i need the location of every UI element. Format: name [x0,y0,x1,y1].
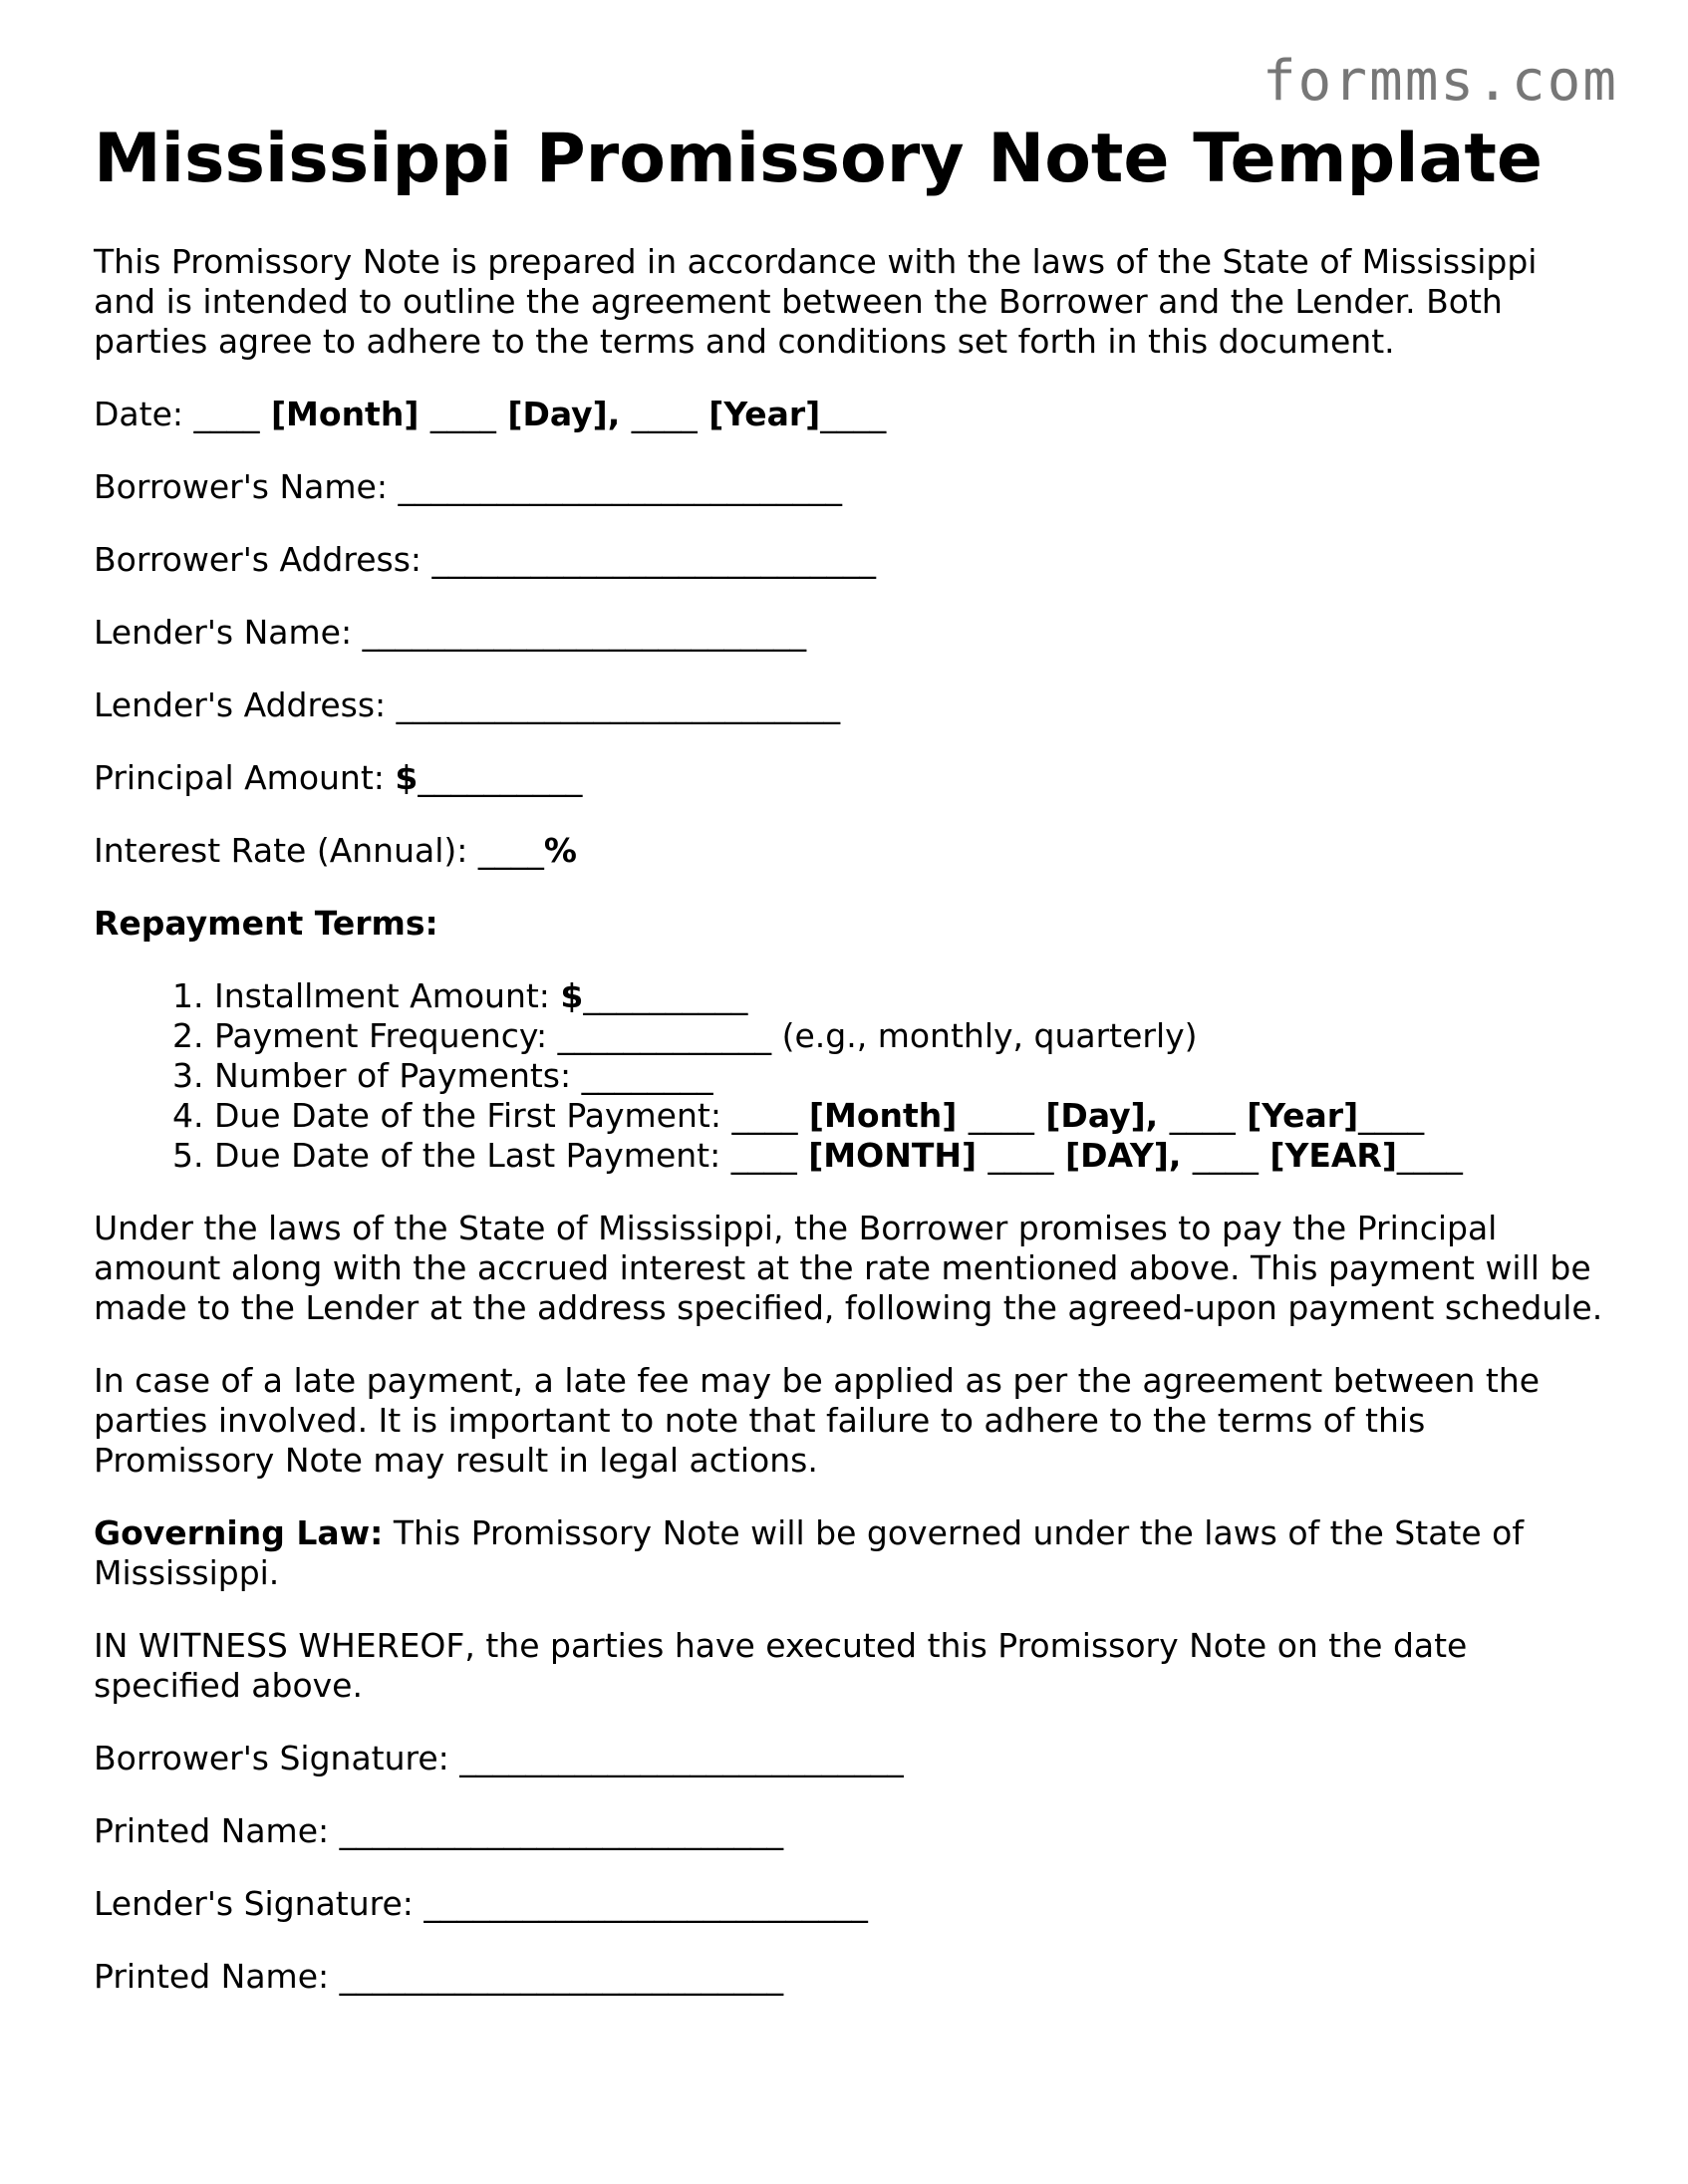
lender-printed-name-blank[interactable]: ___________________________ [339,1957,784,1996]
principal-amount-blank[interactable]: __________ [418,758,583,797]
last-due-month-placeholder: [MONTH] [796,1136,988,1175]
lender-address-blank[interactable]: ___________________________ [396,685,841,724]
first-due-trailing-blank[interactable]: ____ [1358,1096,1425,1135]
borrower-signature-blank[interactable]: ___________________________ [459,1739,904,1777]
date-year-placeholder: [Year] [697,395,821,433]
borrower-printed-name-label: Printed Name: [94,1811,340,1850]
lender-name-label: Lender's Name: [94,613,363,652]
date-field [94,395,1608,434]
late-payment-paragraph: In case of a late payment, a late fee may be applied as per the agreement between the parties involved. It is important to note that failure to adhere to the terms of this Promissory Note may result in legal actions. [94,1361,1541,1480]
installment-dollar-sign: $ [560,976,584,1015]
last-due-trailing-blank[interactable]: ____ [1396,1136,1463,1175]
lender-name-blank[interactable]: ___________________________ [362,613,807,652]
payment-frequency-blank[interactable]: _____________ [557,1016,772,1055]
lender-printed-name-field [94,1957,1608,1997]
last-due-day-placeholder: [DAY], [1053,1136,1193,1175]
lender-address-field [94,685,1608,725]
borrower-printed-name-field [94,1811,1608,1851]
borrower-address-blank[interactable]: ___________________________ [431,540,876,579]
date-label: Date: [94,395,194,433]
first-due-month-placeholder: [Month] [797,1096,969,1135]
last-payment-due-item [172,1136,1608,1176]
borrower-printed-name-blank[interactable]: ___________________________ [339,1811,784,1850]
date-day-placeholder: [Day], [495,395,632,433]
date-year-blank[interactable]: ____ [631,395,698,433]
payment-frequency-item [172,1016,1608,1056]
borrower-address-field [94,540,1608,580]
lender-name-field [94,613,1608,653]
borrower-name-label: Borrower's Name: [94,467,399,506]
payment-frequency-note: (e.g., monthly, quarterly) [771,1016,1198,1055]
payment-frequency-label: Payment Frequency: [213,1016,558,1055]
page-title: Mississippi Promissory Note Template [94,120,1544,198]
payment-paragraph: Under the laws of the State of Mississippi, the Borrower promises to pay the Principal amount along with the accrued interest at the rate mentioned above. This payment will be made to the Lender at the address specified, following the agreed-upon payment schedule. [94,1209,1603,1327]
number-of-payments-label: Number of Payments: [213,1056,582,1095]
list-number: 5. [172,1136,214,1175]
witness-paragraph: IN WITNESS WHEREOF, the parties have executed this Promissory Note on the date specified above. [94,1626,1468,1705]
first-payment-due-item [172,1096,1608,1136]
lender-signature-blank[interactable]: ___________________________ [423,1884,868,1923]
first-due-day-placeholder: [Day], [1033,1096,1170,1135]
watermark: formms.com [1262,49,1618,114]
lender-signature-label: Lender's Signature: [94,1884,424,1923]
list-number: 4. [172,1096,214,1135]
first-due-month-blank[interactable]: ____ [731,1096,798,1135]
list-number: 2. [172,1016,214,1055]
interest-rate-label: Interest Rate (Annual): [94,831,478,870]
last-due-year-placeholder: [YEAR] [1258,1136,1397,1175]
last-payment-due-label: Due Date of the Last Payment: [213,1136,731,1175]
list-number: 3. [172,1056,214,1095]
governing-law-text: This Promissory Note will be governed under the laws of the State of Mississippi. [94,1513,1524,1592]
lender-printed-name-label: Printed Name: [94,1957,340,1996]
last-due-month-blank[interactable]: ____ [730,1136,797,1175]
lender-signature-field [94,1884,1608,1924]
governing-law-label: Governing Law: [94,1513,384,1552]
installment-amount-label: Installment Amount: [213,976,561,1015]
repayment-terms-list [94,976,1608,1176]
date-trailing-blank[interactable]: ____ [820,395,887,433]
number-of-payments-item [172,1056,1608,1096]
principal-amount-field [94,758,1608,798]
governing-law-paragraph [94,1513,1608,1593]
last-due-day-blank[interactable]: ____ [987,1136,1054,1175]
first-due-year-placeholder: [Year] [1235,1096,1359,1135]
interest-rate-blank[interactable]: ____ [477,831,544,870]
first-due-day-blank[interactable]: ____ [968,1096,1034,1135]
lender-address-label: Lender's Address: [94,685,397,724]
document-page [94,118,1608,1997]
date-day-blank[interactable]: ____ [429,395,496,433]
date-month-blank[interactable]: ____ [193,395,260,433]
borrower-signature-label: Borrower's Signature: [94,1739,460,1777]
first-due-year-blank[interactable]: ____ [1169,1096,1236,1135]
first-payment-due-label: Due Date of the First Payment: [213,1096,732,1135]
borrower-name-blank[interactable]: ___________________________ [398,467,842,506]
last-due-year-blank[interactable]: ____ [1192,1136,1259,1175]
installment-amount-blank[interactable]: __________ [583,976,748,1015]
interest-percent-sign: % [543,831,577,870]
borrower-signature-field [94,1739,1608,1778]
date-month-placeholder: [Month] [259,395,430,433]
principal-amount-label: Principal Amount: [94,758,396,797]
repayment-terms-heading: Repayment Terms: [94,904,438,943]
principal-dollar-sign: $ [395,758,419,797]
list-number: 1. [172,976,214,1015]
intro-paragraph: This Promissory Note is prepared in accordance with the laws of the State of Mississippi and is intended to outline the agreement between the Borrower and the Lender. Both parties agree to adhere to the terms and conditions set forth in this document. [94,242,1538,361]
number-of-payments-blank[interactable]: ________ [581,1056,713,1095]
borrower-address-label: Borrower's Address: [94,540,432,579]
installment-amount-item [172,976,1608,1016]
interest-rate-field [94,831,1608,871]
borrower-name-field [94,467,1608,507]
